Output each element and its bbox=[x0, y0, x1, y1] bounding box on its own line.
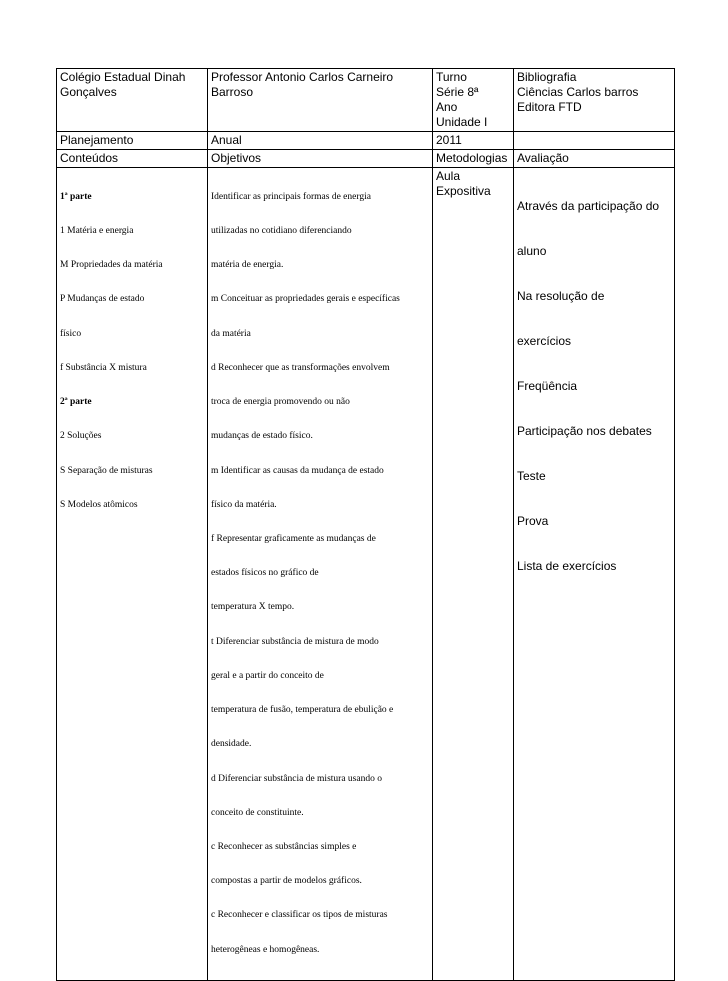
objective-line: c Reconhecer as substâncias simples e bbox=[211, 841, 357, 852]
objective-line: t Diferenciar substância de mistura de modo bbox=[211, 636, 379, 647]
objective-line: matéria de energia. bbox=[211, 260, 284, 271]
methodologies-cell bbox=[433, 168, 514, 981]
objective-line: heterogêneas e homogêneas. bbox=[211, 944, 320, 955]
objectives-header: Objetivos bbox=[208, 150, 433, 168]
objective-line: utilizadas no cotidiano diferenciando bbox=[211, 226, 352, 237]
objective-line: d Reconhecer que as transformações envolvem bbox=[211, 362, 390, 373]
contents-item: físico bbox=[60, 328, 82, 339]
objective-line: d Diferenciar substância de mistura usando o bbox=[211, 773, 382, 784]
evaluation-line: Prova bbox=[517, 514, 549, 528]
objective-line: estados físicos no gráfico de bbox=[211, 568, 319, 579]
objective-line: m Identificar as causas da mudança de estado bbox=[211, 465, 384, 476]
objective-line: geral e a partir do conceito de bbox=[211, 670, 324, 681]
evaluation-line: Na resolução de bbox=[517, 289, 605, 303]
column-headers-row bbox=[57, 150, 675, 168]
contents-item: M Propriedades da matéria bbox=[60, 260, 163, 271]
bibliography-publisher: Editora FTD bbox=[517, 100, 582, 114]
contents-cell bbox=[57, 168, 208, 981]
contents-item: f Substância X mistura bbox=[60, 362, 147, 373]
planning-label: Planejamento bbox=[57, 132, 208, 150]
evaluation-line: exercícios bbox=[517, 334, 572, 348]
objective-line: temperatura X tempo. bbox=[211, 602, 295, 613]
objective-line: da matéria bbox=[211, 328, 251, 339]
class-info-cell bbox=[433, 69, 514, 132]
methodologies-header: Metodologias bbox=[433, 150, 514, 168]
unit-label: Unidade I bbox=[436, 115, 488, 129]
evaluation-line: Freqüência bbox=[517, 379, 578, 393]
planning-row bbox=[57, 132, 675, 150]
objective-line: f Representar graficamente as mudanças de bbox=[211, 534, 376, 544]
objectives-cell bbox=[208, 168, 433, 981]
year-label: Ano bbox=[436, 100, 458, 114]
objective-line: troca de energia promovendo ou não bbox=[211, 397, 350, 408]
shift-label: Turno bbox=[436, 70, 467, 84]
objective-line: m Conceituar as propriedades gerais e específicas bbox=[211, 294, 400, 305]
methodology-line: Expositiva bbox=[436, 184, 491, 198]
contents-item: S Modelos atômicos bbox=[60, 499, 138, 510]
teacher-cell bbox=[208, 69, 433, 132]
objective-line: compostas a partir de modelos gráficos. bbox=[211, 876, 362, 887]
evaluation-header: Avaliação bbox=[514, 150, 675, 168]
teacher-line-2: Barroso bbox=[211, 85, 254, 99]
planning-type: Anual bbox=[208, 132, 433, 150]
objective-line: Identificar as principais formas de energia bbox=[211, 191, 371, 202]
contents-item: 2 Soluções bbox=[60, 431, 102, 442]
contents-item: P Mudanças de estado bbox=[60, 294, 145, 305]
objective-line: físico da matéria. bbox=[211, 499, 277, 510]
school-line-2: Gonçalves bbox=[60, 85, 117, 99]
contents-item: S Separação de misturas bbox=[60, 465, 153, 476]
planning-blank bbox=[514, 132, 675, 150]
objective-line: densidade. bbox=[211, 739, 252, 750]
bibliography-title: Bibliografia bbox=[517, 70, 577, 84]
teacher-line-1: Professor Antonio Carlos Carneiro bbox=[211, 70, 394, 84]
evaluation-line: Participação nos debates bbox=[517, 424, 652, 438]
contents-item: 1ª parte bbox=[60, 191, 92, 202]
school-line-1: Colégio Estadual Dinah bbox=[60, 70, 186, 84]
objective-line: conceito de constituinte. bbox=[211, 807, 304, 818]
bibliography-book: Ciências Carlos barros bbox=[517, 85, 639, 99]
content-row bbox=[57, 168, 675, 981]
evaluation-line: Através da participação do bbox=[517, 199, 660, 213]
evaluation-line: Teste bbox=[517, 469, 546, 483]
school-cell bbox=[57, 69, 208, 132]
objective-line: c Reconhecer e classificar os tipos de misturas bbox=[211, 910, 388, 921]
contents-item: 1 Matéria e energia bbox=[60, 226, 134, 237]
methodology-line: Aula bbox=[436, 169, 461, 183]
document-page bbox=[56, 68, 675, 981]
planning-year: 2011 bbox=[433, 132, 514, 150]
contents-item: 2ª parte bbox=[60, 397, 92, 408]
evaluation-cell bbox=[514, 168, 675, 981]
header-row bbox=[57, 69, 675, 132]
evaluation-line: Lista de exercícios bbox=[517, 559, 617, 573]
objective-line: temperatura de fusão, temperatura de ebulição e bbox=[211, 705, 394, 716]
contents-header: Conteúdos bbox=[57, 150, 208, 168]
bibliography-cell bbox=[514, 69, 675, 132]
objective-line: mudanças de estado físico. bbox=[211, 431, 313, 442]
evaluation-line: aluno bbox=[517, 244, 547, 258]
planning-table bbox=[56, 68, 675, 981]
grade-label: Série 8ª bbox=[436, 85, 479, 99]
